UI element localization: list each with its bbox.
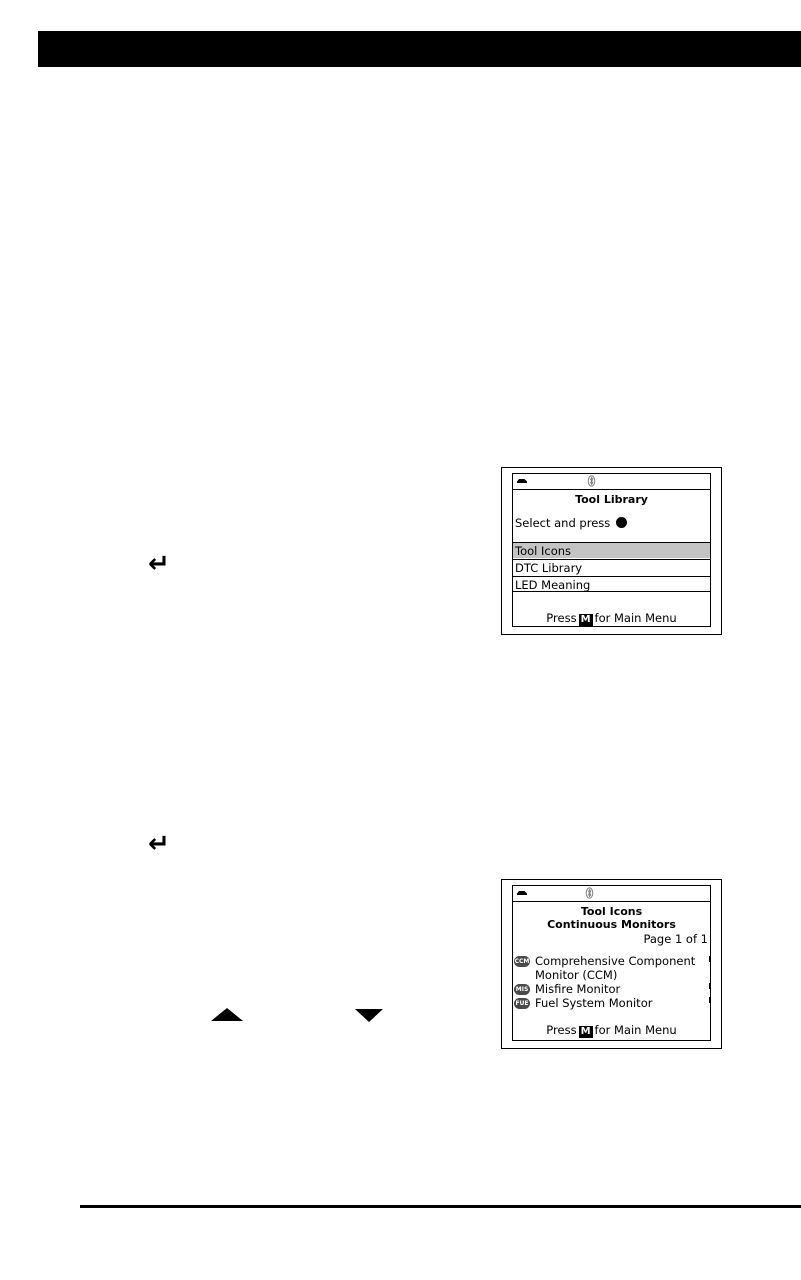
instruction-text: Select and press bbox=[515, 516, 611, 530]
enter-key-icon: ↵ bbox=[148, 549, 170, 579]
car-icon bbox=[516, 890, 528, 896]
bluetooth-icon bbox=[587, 475, 596, 487]
status-strip bbox=[513, 886, 710, 902]
tool-library-screen-frame bbox=[501, 467, 722, 635]
status-strip bbox=[513, 474, 710, 490]
tool-icons-screen bbox=[512, 885, 711, 1041]
screen-title: Tool Library bbox=[575, 493, 648, 506]
scroll-tick bbox=[709, 983, 710, 989]
hint-suffix: for Main Menu bbox=[594, 611, 677, 625]
monitor-label-fuel: Fuel System Monitor bbox=[535, 996, 653, 1010]
main-menu-hint bbox=[513, 611, 710, 626]
hint-suffix: for Main Menu bbox=[594, 1023, 677, 1037]
screen-title: Tool Icons bbox=[580, 905, 643, 918]
instruction-line bbox=[515, 516, 627, 530]
menu-item-led-meaning[interactable]: LED Meaning bbox=[513, 576, 710, 592]
menu-item-tool-icons[interactable]: Tool Icons bbox=[513, 542, 710, 558]
monitor-label-ccm-cont: Monitor (CCM) bbox=[535, 968, 618, 982]
screen-subtitle: Continuous Monitors bbox=[547, 918, 676, 931]
hint-prefix: Press bbox=[546, 1023, 577, 1037]
down-arrow-icon bbox=[355, 1009, 383, 1022]
hint-prefix: Press bbox=[546, 611, 577, 625]
tool-icons-screen-frame bbox=[501, 879, 722, 1049]
m-key-icon: M bbox=[580, 1026, 591, 1037]
up-arrow-icon bbox=[211, 1008, 243, 1021]
fuel-system-icon: FUE bbox=[515, 1000, 529, 1007]
main-menu-hint bbox=[513, 1023, 710, 1038]
ccm-icon: CCM bbox=[514, 958, 530, 965]
bluetooth-icon bbox=[585, 887, 594, 899]
monitor-label-misfire: Misfire Monitor bbox=[535, 982, 621, 996]
tool-library-screen bbox=[512, 473, 711, 627]
header-bar bbox=[38, 31, 801, 67]
m-key-icon: M bbox=[580, 614, 591, 625]
monitor-label-ccm: Comprehensive Component bbox=[535, 954, 696, 968]
enter-key-icon-2: ↵ bbox=[148, 829, 170, 859]
page-indicator: Page 1 of 1 bbox=[643, 932, 708, 946]
car-icon bbox=[516, 478, 528, 484]
scroll-tick bbox=[709, 956, 710, 962]
misfire-icon: MIS bbox=[515, 986, 529, 993]
menu-item-dtc-library[interactable]: DTC Library bbox=[513, 559, 710, 575]
footer-rule bbox=[80, 1205, 801, 1208]
enter-icon bbox=[616, 517, 627, 528]
scroll-tick bbox=[709, 997, 710, 1003]
